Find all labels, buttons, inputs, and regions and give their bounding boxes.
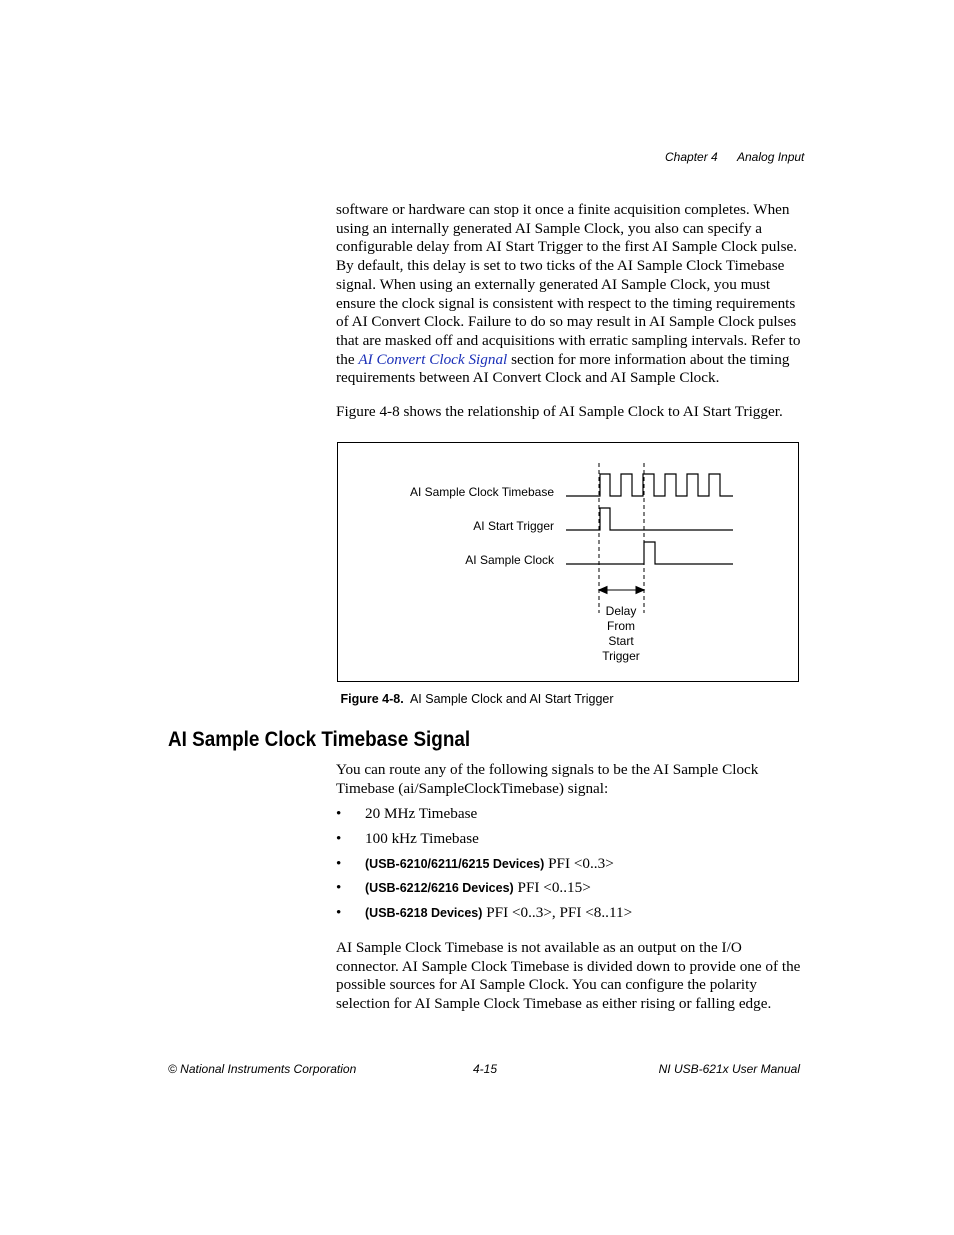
section-heading: AI Sample Clock Timebase Signal [168, 728, 471, 751]
start-trigger-waveform [566, 508, 733, 530]
section-intro: You can route any of the following signals to be the AI Sample Clock Timebase (ai/SampleClockTimebase) signal: [336, 761, 759, 797]
delay-arrow-right-head [636, 587, 644, 594]
bullet-dot: • [336, 904, 342, 922]
device-label: (USB-6218 Devices) [365, 906, 483, 921]
delay-arrow-left-head [599, 587, 607, 594]
para1-text-b: section for more information about the timing requirements between AI Convert Clock and AI Sample Clock. [336, 350, 790, 387]
footer-page-number: 4-15 [473, 1062, 498, 1076]
para1-text-a: software or hardware can stop it once a finite acquisition completes. When using an internally generated AI Sample Clock, you also can specify a configurable delay from AI Start Trigger to the first AI Sample Clock pulse. By default, this delay is set to two ticks of the AI Sample Clock Timebase signal. When using an externally generated AI Sample Clock, you must ensure the clock signal is consistent with respect to the timing requirements of AI Convert Clock. Failure to do so may result in AI Sample Clock pulses that are masked off and acquisitions with erratic sampling intervals. Refer to the [336, 201, 801, 368]
signal-text: 100 kHz Timebase [365, 829, 479, 847]
list-item [336, 879, 806, 904]
device-label: (USB-6212/6216 Devices) [365, 881, 514, 896]
bullet-dot: • [336, 879, 342, 897]
section-closing: AI Sample Clock Timebase is not available as an output on the I/O connector. AI Sample Clock Timebase is divided down to provide one of the possible sources for AI Sample Clock. You can configure the polarity selection for AI Sample Clock Timebase as either rising or falling edge. [336, 939, 801, 1013]
list-item [336, 904, 806, 929]
header-section: Analog Input [737, 150, 805, 164]
figure-caption [0, 692, 954, 706]
sample-clock-waveform [566, 542, 733, 564]
bullet-dot: • [336, 854, 342, 872]
body-paragraph-2: Figure 4-8 shows the relationship of AI Sample Clock to AI Start Trigger. [336, 403, 783, 420]
label-delay-1: Delay [605, 604, 637, 618]
body-paragraph-1 [336, 201, 802, 388]
signal-text: PFI <0..3> [544, 854, 614, 872]
list-item [336, 805, 806, 830]
label-delay-2: From [607, 619, 635, 633]
label-delay-3: Start [608, 634, 634, 648]
figure-caption-label: Figure 4-8. [340, 692, 404, 706]
timebase-waveform [566, 474, 733, 496]
figure-caption-text: AI Sample Clock and AI Start Trigger [409, 692, 614, 706]
bullet-dot: • [336, 829, 342, 847]
footer-manual-title: NI USB-621x User Manual [658, 1062, 800, 1076]
list-item [336, 855, 806, 880]
label-timebase: AI Sample Clock Timebase [409, 485, 554, 499]
label-start-trigger: AI Start Trigger [473, 519, 554, 533]
footer-copyright: © National Instruments Corporation [168, 1062, 357, 1076]
timing-diagram-svg [338, 443, 800, 683]
device-label: (USB-6210/6211/6215 Devices) [365, 856, 545, 871]
label-delay-4: Trigger [602, 649, 640, 663]
list-item [336, 830, 806, 855]
signal-text: 20 MHz Timebase [365, 805, 478, 822]
ai-convert-clock-link[interactable]: AI Convert Clock Signal [358, 350, 508, 368]
label-sample-clock: AI Sample Clock [465, 553, 554, 567]
signal-text: PFI <0..15> [513, 879, 591, 897]
timing-diagram [337, 442, 799, 682]
bullet-dot: • [336, 805, 342, 822]
signal-text: PFI <0..3>, PFI <8..11> [482, 904, 633, 922]
signal-list [336, 805, 806, 929]
header-chapter: Chapter 4 [665, 150, 718, 164]
